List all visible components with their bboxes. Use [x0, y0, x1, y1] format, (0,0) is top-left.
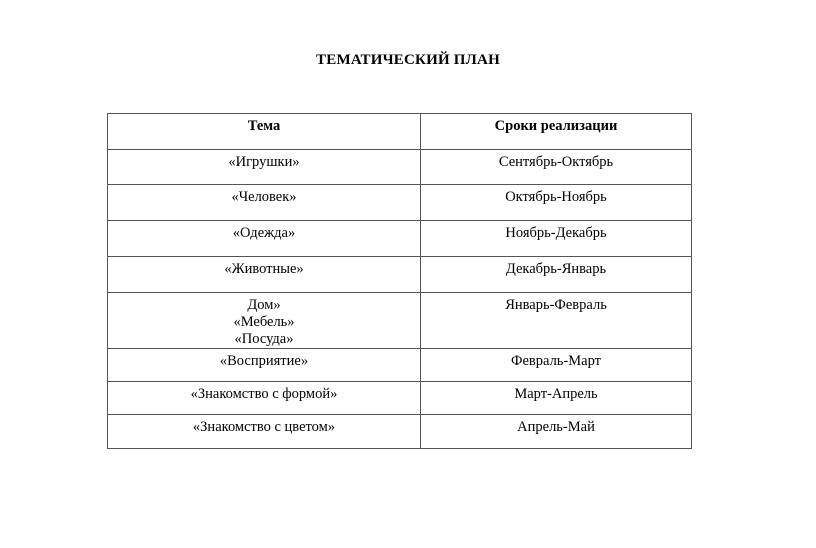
table-row: [108, 257, 692, 293]
period-cell: Декабрь-Январь: [421, 257, 692, 293]
period-cell: Октябрь-Ноябрь: [421, 185, 692, 221]
period-cell: Январь-Февраль: [421, 293, 692, 349]
table-row: [108, 349, 692, 382]
topic-line: «Мебель»: [233, 314, 295, 330]
topic-cell: «Знакомство с формой»: [108, 382, 421, 415]
topic-line: «Посуда»: [234, 331, 294, 347]
header-period: Сроки реализации: [421, 114, 692, 150]
period-cell: Февраль-Март: [421, 349, 692, 382]
document-title: ТЕМАТИЧЕСКИЙ ПЛАН: [316, 52, 500, 68]
topic-cell: «Знакомство с цветом»: [108, 415, 421, 449]
period-cell: Апрель-Май: [421, 415, 692, 449]
topic-line: Дом»: [247, 297, 281, 313]
thematic-plan-table: [107, 113, 692, 449]
topic-cell: «Одежда»: [108, 221, 421, 257]
table-row: [108, 382, 692, 415]
table-row: [108, 221, 692, 257]
topic-cell: [108, 293, 421, 349]
period-cell: Сентябрь-Октябрь: [421, 150, 692, 185]
table-header-row: [108, 114, 692, 150]
header-topic: Тема: [108, 114, 421, 150]
table-row: [108, 415, 692, 449]
table-row: [108, 150, 692, 185]
topic-cell: «Животные»: [108, 257, 421, 293]
topic-cell: «Человек»: [108, 185, 421, 221]
topic-cell: «Игрушки»: [108, 150, 421, 185]
table-row: [108, 293, 692, 349]
period-cell: Ноябрь-Декабрь: [421, 221, 692, 257]
topic-cell: «Восприятие»: [108, 349, 421, 382]
table-row: [108, 185, 692, 221]
period-cell: Март-Апрель: [421, 382, 692, 415]
